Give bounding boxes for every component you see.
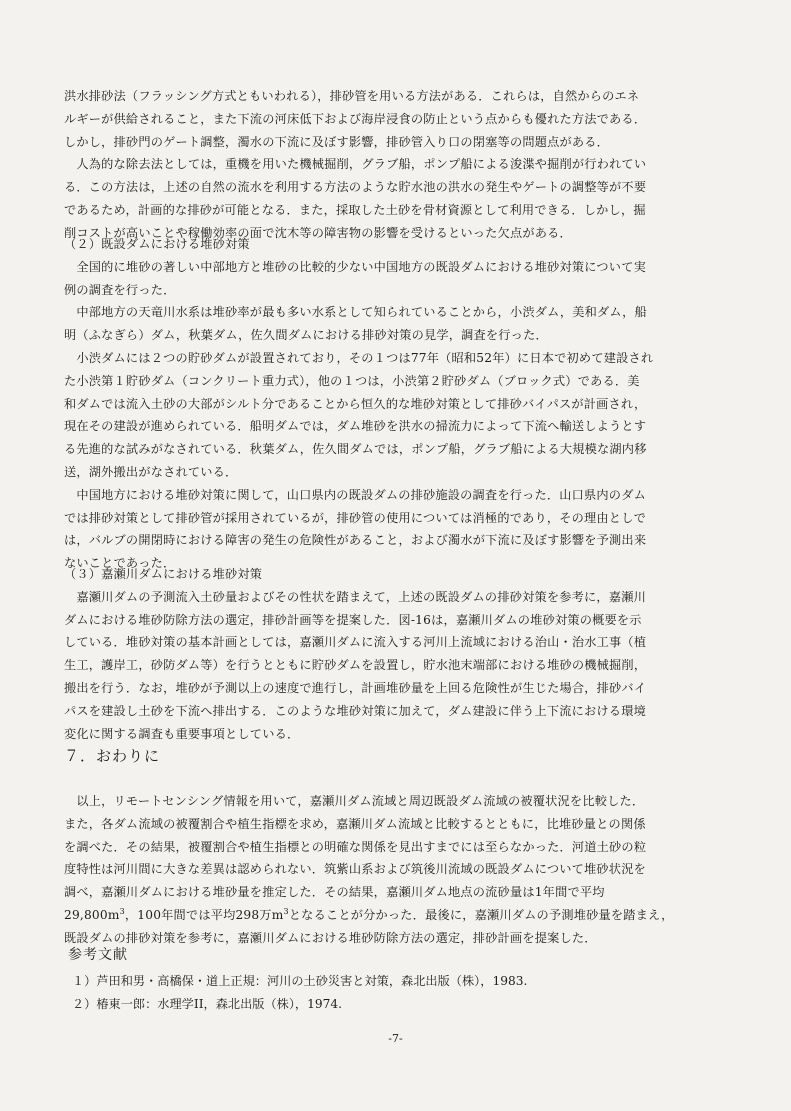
- text-line: 嘉瀬川ダムの予測流入土砂量およびその性状を踏まえて，上述の既設ダムの排砂対策を参考に，嘉瀬川: [64, 589, 646, 604]
- text-line: 明（ふなぎら）ダム，秋葉ダム，佐久間ダムにおける排砂対策の見学，調査を行った．: [64, 328, 548, 343]
- intro-paragraph: [64, 85, 740, 245]
- text-line: 中国地方における堆砂対策に関して，山口県内の既設ダムの排砂施設の調査を行った．山口県内のダム: [64, 487, 646, 502]
- text-line: パスを建設し土砂を下流へ排出する．このような堆砂対策に加えて，ダム建設に伴う上下流における環境: [64, 703, 646, 718]
- section-7-heading: ７．おわりに: [64, 747, 161, 765]
- text-line: 変化に関する調査も重要事項としている．: [64, 726, 300, 741]
- text-line: 既設ダムの排砂対策を参考に，嘉瀬川ダムにおける堆砂防除方法の選定，排砂計画を提案した．: [64, 930, 597, 945]
- text-line: 現在その建設が進められている．船明ダムでは，ダム堆砂を洪水の掃流力によって下流へ輸送しようとす: [64, 419, 647, 434]
- section-7: [64, 790, 740, 950]
- text-line-with-superscript: [64, 904, 740, 927]
- text-line: 中部地方の天竜川水系は堆砂率が最も多い水系として知られていることから，小渋ダム，美和ダム，船: [64, 305, 647, 320]
- references-title: 参考文献: [68, 947, 128, 963]
- section-3: [64, 563, 740, 745]
- section-2: [64, 233, 740, 575]
- text-line: 例の調査を行った．: [64, 282, 176, 297]
- text-line: 送，湖外搬出がなされている．: [64, 464, 238, 479]
- text-segment: となることが分かった．最後に，嘉瀬川ダムの予測堆砂量を踏まえ，: [288, 907, 674, 922]
- text-line: 度特性は河川間に大きな差異は認められない．筑紫山系および筑後川流域の既設ダムについて堆砂状況を: [64, 862, 646, 877]
- text-line: 和ダムでは流入土砂の大部がシルト分であることから恒久的な堆砂対策として排砂バイパスが計画され，: [64, 396, 647, 411]
- page-number: -7-: [388, 1032, 403, 1045]
- text-line: る．この方法は，上述の自然の流水を利用する方法のような貯水池の洪水の発生やゲートの調整等が不要: [64, 180, 647, 195]
- text-line: 小渋ダムには２つの貯砂ダムが設置されており，その１つは77年（昭和52年）に日本で初めて建設され: [64, 350, 654, 365]
- text-line: であるため，計画的な排砂が可能となる．また，採取した土砂を骨材資源として利用できる．しかし，掘: [64, 202, 646, 217]
- text-line: また，各ダム流域の被覆割合や植生指標を求め，嘉瀬川ダム流域と比較するとともに，比堆砂量との関係: [64, 816, 646, 831]
- text-segment: ，100年間では平均298万m: [124, 907, 284, 922]
- text-line: 全国的に堆砂の著しい中部地方と堆砂の比較的少ない中国地方の既設ダムにおける堆砂対策について実: [64, 259, 646, 274]
- text-line: た小渋第１貯砂ダム（コンクリート重力式），他の１つは，小渋第２貯砂ダム（ブロック式）である．美: [64, 373, 640, 388]
- text-line: を調べた．その結果，被覆割合や植生指標との明確な関係を見出すまでには至らなかった．河道土砂の粒: [64, 839, 647, 854]
- section-heading: （２）既設ダムにおける堆砂対策: [64, 237, 250, 251]
- reference-item: １）芦田和男・高橋保・道上正規：河川の土砂災害と対策，森北出版（株），1983.: [72, 974, 528, 988]
- text-line: 以上，リモートセンシング情報を用いて，嘉瀬川ダム流域と周辺既設ダム流域の被覆状況を比較した．: [64, 794, 645, 808]
- text-line: 搬出を行う．なお，堆砂が予測以上の速度で進行し，計画堆砂量を上回る危険性が生じた場合，排砂バイ: [64, 680, 647, 695]
- text-line: では排砂対策として排砂管が採用されているが，排砂管の使用については消極的であり，その理由としで: [64, 510, 646, 525]
- superscript: 3: [283, 906, 289, 916]
- text-line: ルギーが供給されること，また下流の河床低下および海岸浸食の防止という点からも優れた方法である．: [64, 111, 647, 126]
- text-line: している．堆砂対策の基本計画としては，嘉瀬川ダムに流入する河川上流域における治山・治水工事（植: [64, 635, 647, 650]
- section-heading: （３）嘉瀬川ダムにおける堆砂対策: [64, 567, 263, 581]
- text-line: 調べ，嘉瀬川ダムにおける堆砂量を推定した．その結果，嘉瀬川ダム地点の流砂量は1年間で平均: [64, 885, 605, 900]
- text-line: ダムにおける堆砂防除方法の選定，排砂計画等を提案した．図-16は，嘉瀬川ダムの堆砂対策の概要を示: [64, 612, 642, 627]
- superscript: 3: [119, 906, 125, 916]
- text-line: ないことであった．: [64, 556, 176, 571]
- text-line: 削コストが高いことや稼働効率の面で沈木等の障害物の影響を受けるといった欠点がある．: [64, 225, 572, 240]
- references-list: [72, 970, 527, 1015]
- text-line: る先進的な試みがなされている．秋葉ダム，佐久間ダムでは，ポンプ船，グラブ船による大規模な湖内移: [64, 442, 647, 457]
- reference-item: ２）椿東一郎：水理学II，森北出版（株），1974.: [72, 996, 342, 1011]
- text-line: 洪水排砂法（フラッシング方式ともいわれる），排砂管を用いる方法がある．これらは，自然からのエネ: [64, 89, 640, 103]
- text-line: 生工，護岸工，砂防ダム等）を行うとともに貯砂ダムを設置し，貯水池末端部における堆砂の機械掘削，: [64, 658, 647, 673]
- text-segment: 29,800m: [64, 907, 120, 922]
- text-line: は，バルブの開閉時における障害の発生の危険性があること，および濁水が下流に及ぼす影響を予測出来: [64, 533, 647, 548]
- text-line: しかし，排砂門のゲート調整，濁水の下流に及ぼす影響，排砂管入り口の閉塞等の問題点がある．: [64, 134, 610, 149]
- text-line: 人為的な除去法としては，重機を用いた機械掘削，グラブ船，ポンプ船による浚渫や掘削が行われてい: [64, 157, 647, 172]
